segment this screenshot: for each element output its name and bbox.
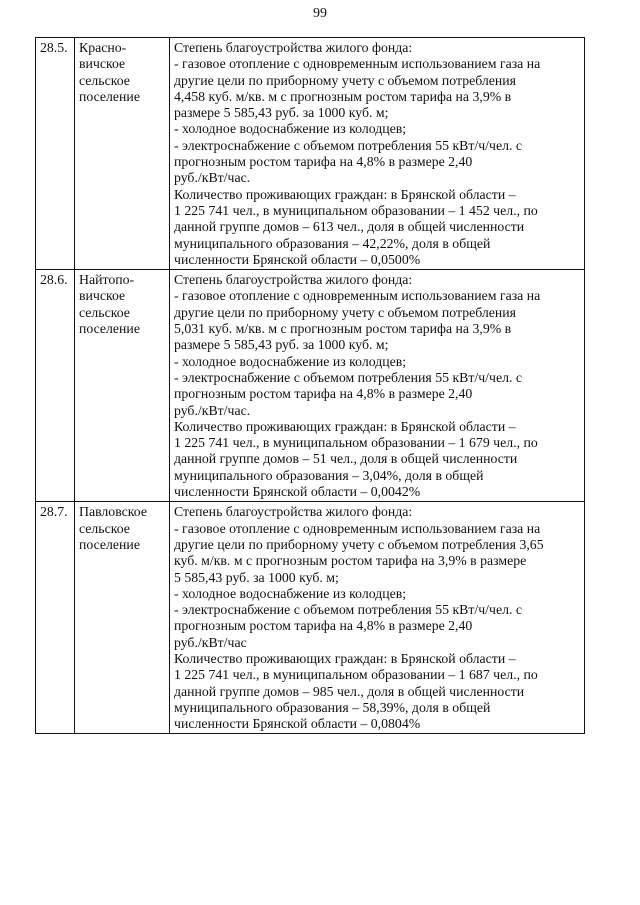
description-line: Количество проживающих граждан: в Брянской области – xyxy=(174,418,516,434)
description-line: 1 225 741 чел., в муниципальном образовании – 1 679 чел., по xyxy=(174,435,538,451)
description-line: Количество проживающих граждан: в Брянской области – xyxy=(174,650,516,666)
settlement-name xyxy=(75,38,170,270)
description-line: муниципального образования – 3,04%, доля в общей xyxy=(174,467,484,483)
settlements-table xyxy=(35,37,585,734)
description-line: прогнозным ростом тарифа на 4,8% в размере 2,40 xyxy=(174,618,473,634)
housing-description xyxy=(170,502,585,734)
settlement-name-line: Павловское xyxy=(79,504,147,520)
description-line: другие цели по приборному учету с объемом потребления xyxy=(174,304,517,320)
description-line: - газовое отопление с одновременным использованием газа на xyxy=(174,56,541,72)
row-number: 28.7. xyxy=(36,502,75,734)
description-line: - газовое отопление с одновременным использованием газа на xyxy=(174,520,541,536)
settlement-name-line: сельское xyxy=(79,72,130,88)
description-line: другие цели по приборному учету с объемом потребления 3,65 xyxy=(174,536,544,552)
settlement-name xyxy=(75,502,170,734)
row-number: 28.6. xyxy=(36,270,75,502)
description-line: 1 225 741 чел., в муниципальном образовании – 1 452 чел., по xyxy=(174,202,538,218)
description-line: руб./кВт/час xyxy=(174,634,247,650)
description-line: численности Брянской области – 0,0500% xyxy=(174,251,421,267)
description-line: размере 5 585,43 руб. за 1000 куб. м; xyxy=(174,105,389,121)
settlement-name-line: поселение xyxy=(79,321,140,337)
page-number: 99 xyxy=(313,6,327,21)
settlement-name-line: Красно- xyxy=(79,40,127,55)
description-line: данной группе домов – 613 чел., доля в общей численности xyxy=(174,219,525,235)
description-line: численности Брянской области – 0,0804% xyxy=(174,716,421,732)
table-body xyxy=(36,38,585,734)
settlement-name-line: поселение xyxy=(79,88,140,104)
table-row xyxy=(36,38,585,270)
description-line: Степень благоустройства жилого фонда: xyxy=(174,504,413,520)
description-line: численности Брянской области – 0,0042% xyxy=(174,484,421,500)
description-line: - электроснабжение с объемом потребления 55 кВт/ч/чел. с xyxy=(174,137,522,153)
table-row xyxy=(36,502,585,734)
settlement-name-line: поселение xyxy=(79,536,140,552)
description-line: прогнозным ростом тарифа на 4,8% в размере 2,40 xyxy=(174,154,473,170)
description-line: муниципального образования – 42,22%, доля в общей xyxy=(174,235,491,251)
description-line: данной группе домов – 51 чел., доля в общей численности xyxy=(174,451,518,467)
description-line: - электроснабжение с объемом потребления 55 кВт/ч/чел. с xyxy=(174,369,522,385)
settlement-name-line: сельское xyxy=(79,520,130,536)
description-line: данной группе домов – 985 чел., доля в общей численности xyxy=(174,683,525,699)
description-line: 1 225 741 чел., в муниципальном образовании – 1 687 чел., по xyxy=(174,667,538,683)
settlement-name-line: вичское xyxy=(79,56,126,72)
description-line: Степень благоустройства жилого фонда: xyxy=(174,40,413,55)
description-line: - холодное водоснабжение из колодцев; xyxy=(174,585,407,601)
description-line: размере 5 585,43 руб. за 1000 куб. м; xyxy=(174,337,389,353)
description-line: Степень благоустройства жилого фонда: xyxy=(174,272,413,288)
description-line: - холодное водоснабжение из колодцев; xyxy=(174,353,407,369)
table-row xyxy=(36,270,585,502)
description-line: руб./кВт/час. xyxy=(174,402,251,418)
description-line: Количество проживающих граждан: в Брянской области – xyxy=(174,186,516,202)
description-line: - газовое отопление с одновременным использованием газа на xyxy=(174,288,541,304)
housing-description xyxy=(170,270,585,502)
description-line: 4,458 куб. м/кв. м с прогнозным ростом тарифа на 3,9% в xyxy=(174,88,512,104)
description-line: руб./кВт/час. xyxy=(174,170,251,186)
description-line: - холодное водоснабжение из колодцев; xyxy=(174,121,407,137)
housing-description xyxy=(170,38,585,270)
row-number: 28.5. xyxy=(36,38,75,270)
settlement-name-line: Найтопо- xyxy=(79,272,135,288)
settlement-name-line: сельское xyxy=(79,304,130,320)
description-line: другие цели по приборному учету с объемом потребления xyxy=(174,72,517,88)
description-line: муниципального образования – 58,39%, доля в общей xyxy=(174,699,491,715)
description-line: куб. м/кв. м с прогнозным ростом тарифа на 3,9% в размере xyxy=(174,553,527,569)
settlement-name-line: вичское xyxy=(79,288,126,304)
description-line: - электроснабжение с объемом потребления 55 кВт/ч/чел. с xyxy=(174,602,522,618)
description-line: 5 585,43 руб. за 1000 куб. м; xyxy=(174,569,339,585)
settlement-name xyxy=(75,270,170,502)
description-line: прогнозным ростом тарифа на 4,8% в размере 2,40 xyxy=(174,386,473,402)
description-line: 5,031 куб. м/кв. м с прогнозным ростом тарифа на 3,9% в xyxy=(174,321,512,337)
